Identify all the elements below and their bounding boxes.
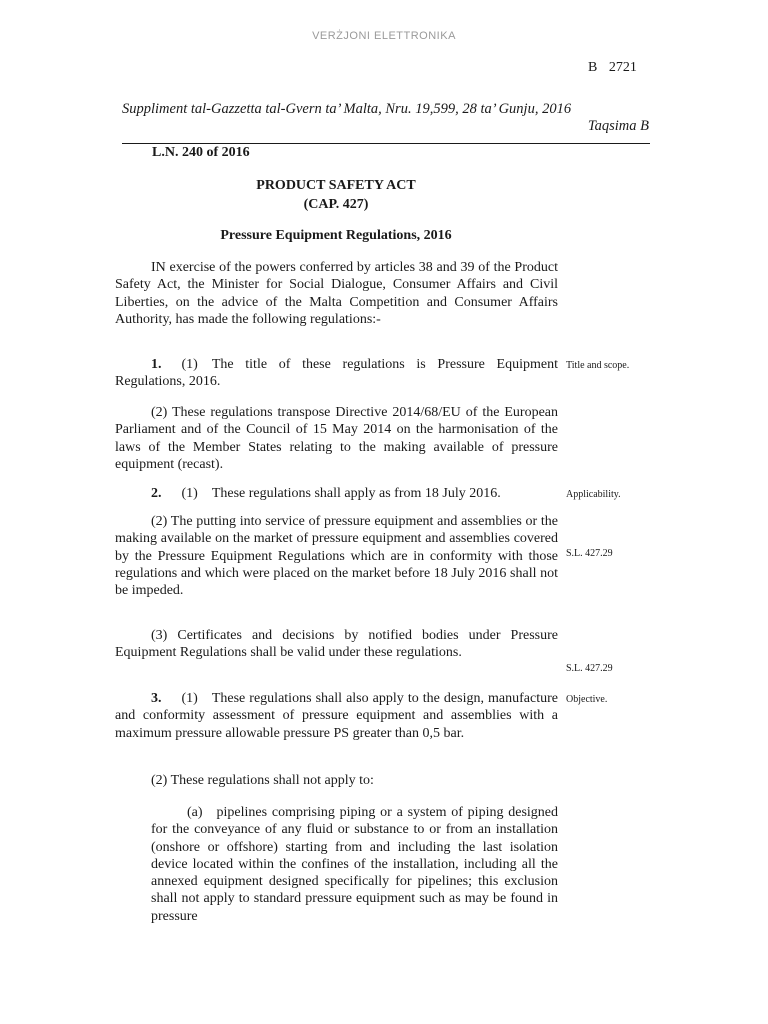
- regulation-3-sub-2: (2) These regulations shall not apply to:: [151, 773, 374, 788]
- regulation-number: 1.: [151, 357, 162, 372]
- act-name: PRODUCT SAFETY ACT: [256, 178, 416, 193]
- item-label: (a): [187, 805, 203, 820]
- sub-regulation-label: (1): [181, 357, 198, 372]
- preamble-paragraph: IN exercise of the powers conferred by articles 38 and 39 of the Product Safety Act, the Minister for Social Dialogue, Consumer Affairs and Civil Liberties, on the advice of the Malta Competition and Consumer Affairs Authority, has made the following regulations:-: [115, 260, 558, 327]
- regulations-title: Pressure Equipment Regulations, 2016: [220, 228, 452, 243]
- margin-note-applicability: Applicability.: [566, 489, 621, 500]
- regulation-2-sub-2: (2) The putting into service of pressure equipment and assemblies or the making available on the market of pressure equipment and assemblies covered by the Pressure Equipment Regulations which are in conformity with those regulations and which were placed on the market before 18 July 2016 shall not be impeded.: [115, 514, 558, 599]
- regulation-text: These regulations shall apply as from 18 July 2016.: [211, 486, 501, 501]
- margin-note-sl-reference: S.L. 427.29: [566, 663, 613, 674]
- regulation-1-sub-1: [115, 356, 558, 391]
- legal-notice-number: L.N. 240 of 2016: [152, 145, 250, 160]
- regulation-number: 2.: [151, 486, 162, 501]
- watermark: VERŻJONI ELETTRONIKA: [312, 30, 456, 42]
- page-number: B 2721: [588, 60, 637, 75]
- sub-regulation-label: (1): [181, 691, 198, 706]
- regulation-3-sub-1: [115, 690, 558, 742]
- gazette-section-label: Taqsima B: [587, 118, 649, 134]
- act-title: [114, 176, 558, 214]
- regulation-2-sub-1: [115, 485, 558, 502]
- regulation-2-sub-3: (3) Certificates and decisions by notified bodies under Pressure Equipment Regulations shall be valid under these regulations.: [115, 628, 558, 661]
- regulation-text: These regulations shall also apply to the design, manufacture and conformity assessment of pressure equipment and assemblies with a maximum pressure allowable pressure PS greater than 0,5 bar.: [115, 691, 558, 741]
- item-text: pipelines comprising piping or a system of piping designed for the conveyance of any fluid or substance to or from an installation (onshore or offshore) starting from and including the last isolation device located within the confines of the installation, including all the annexed equipment designed specifically for pipelines; this exclusion shall not apply to standard pressure equipment such as may be found in pressure: [151, 805, 558, 924]
- header-rule: [122, 143, 650, 144]
- gazette-supplement-line: Suppliment tal-Gazzetta tal-Gvern ta’ Malta, Nru. 19,599, 28 ta’ Gunju, 2016: [122, 101, 572, 117]
- margin-note-sl-reference: S.L. 427.29: [566, 548, 613, 559]
- regulation-3-item-a: [151, 804, 558, 925]
- act-chapter: (CAP. 427): [303, 197, 369, 212]
- sub-regulation-label: (1): [181, 486, 198, 501]
- regulation-number: 3.: [151, 691, 162, 706]
- regulation-text: The title of these regulations is Pressure Equipment Regulations, 2016.: [115, 357, 558, 390]
- margin-note-objective: Objective.: [566, 694, 608, 705]
- margin-note-title-scope: Title and scope.: [566, 360, 630, 371]
- regulation-1-sub-2: (2) These regulations transpose Directive 2014/68/EU of the European Parliament and of the Council of 15 May 2014 on the harmonisation of the laws of the Member States relating to the making available of pressure equipment (recast).: [115, 405, 558, 472]
